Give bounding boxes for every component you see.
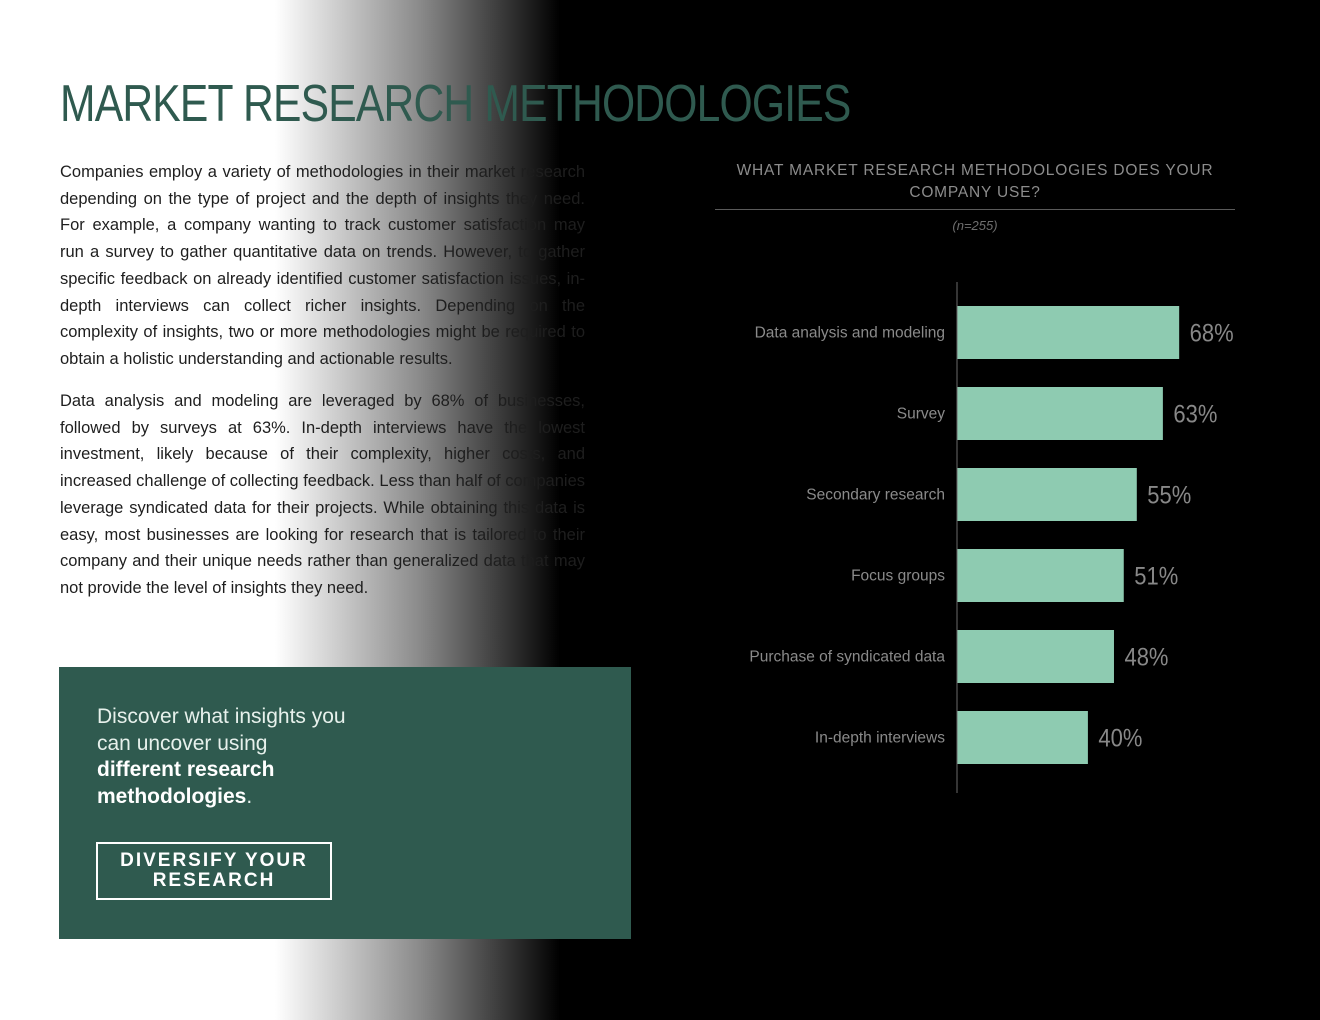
bar-1 [958,387,1163,440]
cta-text-end: . [246,784,253,808]
category-label: Survey [896,405,945,423]
intro-paragraph: Companies employ a variety of methodologies in their market research depending on the type of project and the depth of insights they need. For example, a company wanting to track customer satisfaction may run a survey to gather quantitative data on trends. However, to gather specific feedback on already identified customer satisfaction issues, in-depth interviews can collect richer insights. Depending on the complexity of insights, two or more methodologies might be required to obtain a holistic understanding and actionable results. [60,163,585,368]
page-title-part-2: METHODOLOGIES [484,75,851,133]
diversify-research-button[interactable]: DIVERSIFY YOUR RESEARCH [96,842,332,900]
bar-2 [958,468,1137,521]
cta-text [97,704,347,810]
chart-sample-size: (n=255) [952,218,998,233]
findings-paragraph: Data analysis and modeling are leveraged by 68% of businesses, followed by surveys at 63%. In-depth interviews have the lowest investment, likely because of their complexity, higher costs, and increased challenge of collecting feedback. Less than half of companies leverage syndicated data for their projects. While obtaining this data is easy, most businesses are looking for research that is tailored to their company and their unique needs rather than generalized data that may not provide the level of insights they need. [60,392,585,597]
bar-0 [958,306,1180,359]
value-label: 63% [1173,400,1218,429]
page-title [60,75,851,133]
bar-3 [958,549,1124,602]
category-label: Data analysis and modeling [754,324,945,342]
chart-title-divider [715,209,1235,210]
cta-text-lead: Discover what insights you can uncover using [97,705,346,755]
bar-4 [958,630,1114,683]
category-label: Focus groups [851,567,945,585]
category-label: In-depth interviews [814,729,945,747]
page-title-part-1: MARKET RESEARCH [60,75,485,133]
value-label: 55% [1147,481,1192,510]
bar-5 [958,711,1088,764]
value-label: 40% [1098,724,1143,753]
bar-chart [700,270,1260,800]
chart-title: WHAT MARKET RESEARCH METHODOLOGIES DOES YOUR COMPANY USE? [736,162,1214,201]
category-label: Purchase of syndicated data [749,648,945,666]
cta-text-emphasis: different research methodologies [97,758,275,808]
cta-panel [59,667,631,939]
value-label: 48% [1124,643,1169,672]
value-label: 51% [1134,562,1179,591]
category-label: Secondary research [806,486,945,504]
value-label: 68% [1189,319,1234,348]
